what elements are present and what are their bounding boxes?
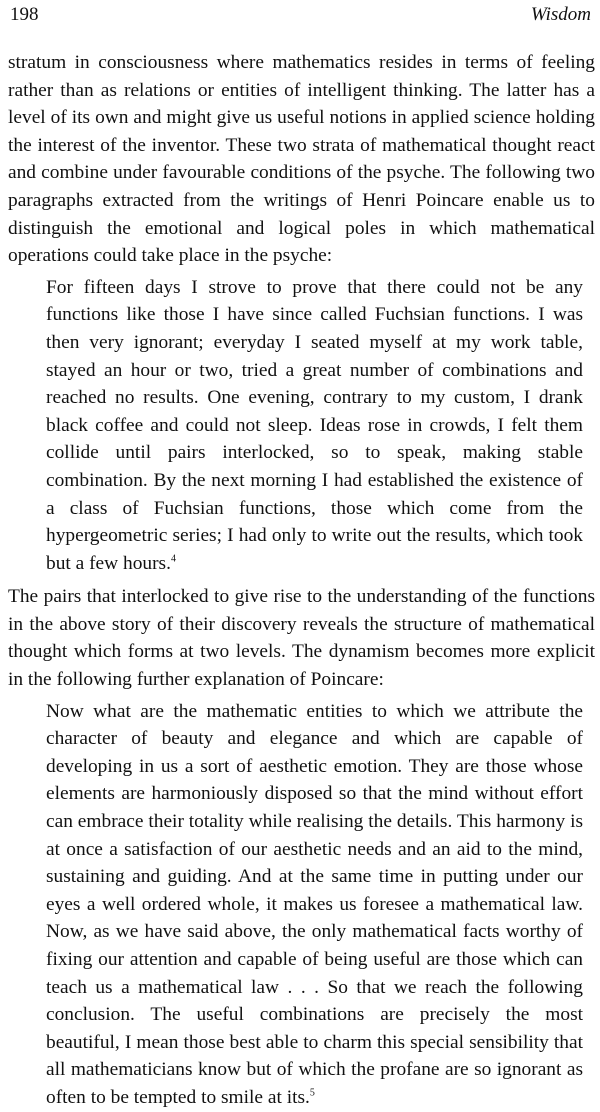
- block-quote-2: [46, 698, 583, 1112]
- footnote-marker-5[interactable]: 5: [309, 1087, 315, 1099]
- running-title: Wisdom: [530, 4, 591, 25]
- block-quote-2-text: Now what are the mathematic entities to which we attribute the character of beauty and elegance and which are capable of developing in us a sort of aesthetic emotion. They are those whose elements are harmoniously disposed so that the mind without effort can embrace their totality while realising the details. This harmony is at once a satisfaction of our aesthetic needs and an aid to the mind, sustaining and guiding. And at the same time in putting under our eyes a well ordered whole, it makes us foresee a mathematical law. Now, as we have said above, the only mathematical facts worthy of fixing our attention and capable of being useful are those which can teach us a mathematical law . . . So that we reach the following conclusion. The useful combinations are precisely the most beautiful, I mean those best able to charm this special sensibility that all mathematicians know but of which the profane are so ignorant as often to be tempted to smile at its.: [46, 700, 583, 1108]
- body-paragraph-2: The pairs that interlocked to give rise to the understanding of the functions in the above story of their discovery reveals the structure of mathematical thought which forms at two levels. The dynamism becomes more explicit in the following further explanation of Poincare:: [8, 586, 595, 691]
- block-quote-1-text: For fifteen days I strove to prove that there could not be any functions like those I have since called Fuchsian functions. I was then very ignorant; everyday I seated myself at my work table, stayed an hour or two, tried a great number of combinations and reached no results. One evening, contrary to my custom, I drank black coffee and could not sleep. Ideas rose in crowds, I felt them collide until pairs interlocked, so to speak, making stable combination. By the next morning I had established the existence of a class of Fuchsian functions, those which come from the hypergeometric series; I had only to write out the results, which took but a few hours.: [46, 276, 583, 574]
- page-number: 198: [10, 4, 39, 25]
- running-head: [8, 0, 595, 30]
- block-quote-1: [46, 274, 583, 578]
- footnote-marker-4[interactable]: 4: [170, 553, 176, 565]
- body-paragraph-1: stratum in consciousness where mathematics resides in terms of feeling rather than as relations or entities of intelligent thinking. The latter has a level of its own and might give us useful notions in applied science holding the interest of the inventor. These two strata of mathematical thought react and combine under favourable conditions of the psyche. The following two paragraphs extracted from the writings of Henri Poincare enable us to distinguish the emotional and logical poles in which mathematical operations could take place in the psyche:: [8, 52, 595, 267]
